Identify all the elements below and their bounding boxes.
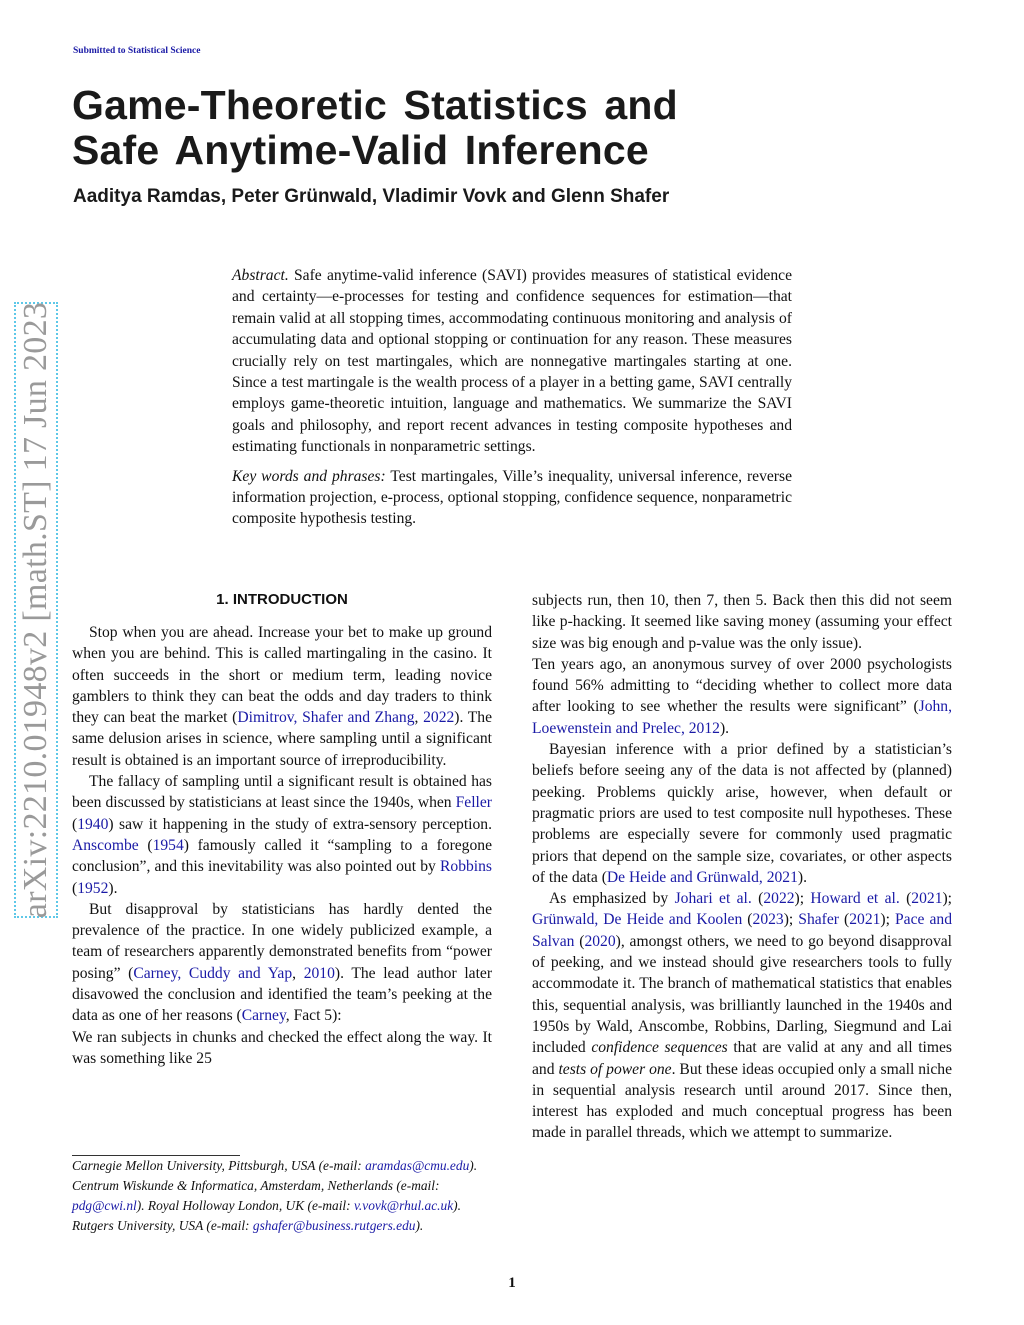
citation-year-link[interactable]: 1952 [77, 879, 109, 897]
email-link[interactable]: v.vovk@rhul.ac.uk [353, 1198, 454, 1213]
intro-paragraph-5: Bayesian inference with a prior defined by a statistician’s beliefs before seeing any of the data is not affected by (planned) peeking. Problems quickly arise, however, when default or pragmatic priors are used to test composite null hypotheses. These problems are especially severe for commonly used pragmatic priors that depend on the sample size, covariates, or other aspects of the data (De Heide and Grünwald, 2021). [532, 741, 952, 886]
citation-link[interactable]: John, Loewenstein and Prelec, 2012 [532, 698, 952, 737]
citation-year-link[interactable]: 2022 [423, 709, 455, 727]
emphasis: tests of power one [558, 1060, 672, 1078]
arxiv-identifier: arXiv:2210.01948v2 [math.ST] 17 Jun 2023 [17, 301, 54, 919]
intro-paragraph-2: The fallacy of sampling until a significant result is obtained has been discussed by statisticians at least since the 1940s, when Feller (1940) saw it happening in the study of extra-sensory perception. Anscombe (1954) famously called it “sampling to a foregone conclusion”, and this inevitability was also pointed out by Robbins (1952). [72, 773, 492, 897]
citation-link[interactable]: Feller [455, 794, 492, 812]
arxiv-stamp[interactable] [14, 302, 58, 918]
citation-link[interactable]: Howard et al. [810, 890, 900, 908]
intro-paragraph-4: Ten years ago, an anonymous survey of over 2000 psychologists found 56% admitting to “deciding whether to collect more data after looking to see whether the results were significant” (John, Loewenstein and Prelec, 2012). [532, 655, 952, 737]
email-link[interactable]: pdg@cwi.nl [72, 1198, 137, 1213]
section-heading: 1. INTRODUCTION [216, 591, 348, 608]
intro-paragraph-1: Stop when you are ahead. Increase your bet to make up ground when you are behind. This is called martingaling in the casino. It often succeeds in the short or medium term, leading novice gamblers to think they can beat the odds and day traders to think they can beat the market (Dimitrov, Shafer and Zhang, 2022). The same delusion arises in science, where sampling until a significant result is obtained is an important source of irreproducibility. [72, 624, 493, 769]
left-column [72, 590, 492, 1069]
citation-year-link[interactable]: 2010 [303, 964, 335, 982]
abstract-paragraph [232, 265, 792, 458]
citation-link[interactable]: Johari et al. [674, 890, 752, 908]
abstract [232, 265, 792, 530]
intro-paragraph-6: As emphasized by Johari et al. (2022); Howard et al. (2021); Grünwald, De Heide and Koolen (2023); Shafer (2021); Pace and Salvan (2020), amongst others, we need to go beyond disapproval of peeking, and we instead should give researchers tools to fully accommodate it. The branch of mathematical statistics that enables this, sequential analysis, was brilliantly launched in the 1940s and 1950s by Wald, Anscombe, Robbins, Darling, Siegmund and Lai included confidence sequences that are valid at any and all times and tests of power one. But these ideas occupied only a small niche in sequential analysis research until around 2017. Since then, interest has exploded and much conceptual progress has been made in parallel threads, which we attempt to summarize. [532, 890, 953, 1142]
citation-year-link[interactable]: 2020 [584, 932, 616, 950]
citation-link[interactable]: De Heide and Grünwald, 2021 [606, 868, 798, 886]
page-number: 1 [508, 1275, 516, 1291]
keywords-paragraph [232, 466, 792, 530]
abstract-text: Safe anytime-valid inference (SAVI) provides measures of statistical evidence and certainty—e-processes for testing and confidence sequences for estimation—that remain valid at all stopping times, accommodating continuous monitoring and analysis of accumulating data and optional stopping or continuation for any reason. These measures crucially rely on test martingales, which are nonnegative martingales starting at one. Since a test martingale is the wealth process of a player in a betting game, SAVI centrally employs game-theoretic intuition, language and mathematics. We summarize the SAVI goals and philosophy, and report recent advances in testing composite hypotheses and estimating functionals in nonparametric settings. [232, 267, 792, 456]
intro-paragraph-3: But disapproval by statisticians has hardly dented the prevalence of the practice. In one widely publicized example, a team of researchers apparently demonstrated benefits from “power posing” (Carney, Cuddy and Yap, 2010). The lead author later disavowed the conclusion and identified the team’s peeking at the data as one of her reasons (Carney, Fact 5): [72, 900, 493, 1025]
emphasis: confidence sequences [591, 1039, 728, 1057]
block-quote: We ran subjects in chunks and checked the effect along the way. It was something like 25 [72, 1028, 492, 1067]
citation-link[interactable]: Carney [241, 1007, 286, 1025]
paper-title [72, 83, 792, 173]
abstract-label: Abstract. [232, 267, 289, 284]
citation-year-link[interactable]: 1940 [77, 815, 109, 833]
journal-header: Submitted to Statistical Science [73, 46, 201, 56]
right-column [532, 590, 952, 1144]
citation-link[interactable]: Anscombe [72, 836, 139, 854]
citation-link[interactable]: Pace and Salvan [532, 911, 952, 950]
citation-year-link[interactable]: 2021 [911, 890, 943, 908]
citation-link[interactable]: Grünwald, De Heide and Koolen [532, 911, 743, 929]
title-line-1: Game-Theoretic Statistics and [72, 82, 678, 128]
citation-year-link[interactable]: 2023 [752, 911, 784, 929]
citation-link[interactable]: Carney, Cuddy and Yap [133, 964, 293, 982]
keywords-label: Key words and phrases: [232, 467, 386, 485]
citation-link[interactable]: Robbins [440, 858, 492, 876]
email-link[interactable]: aramdas@cmu.edu [365, 1158, 470, 1173]
author-list: Aaditya Ramdas, Peter Grünwald, Vladimir Vovk and Glenn Shafer [73, 186, 670, 207]
email-link[interactable]: gshafer@business.rutgers.edu [252, 1218, 416, 1233]
citation-link[interactable]: Shafer [798, 911, 839, 929]
affiliations-footnote: Carnegie Mellon University, Pittsburgh, USA (e-mail: aramdas@cmu.edu). Centrum Wiskunde & Informatica, Amsterdam, Netherlands (e-mail: pdg@cwi.nl). Royal Holloway London, UK (e-mail: v.vovk@rhul.ac.uk). Rutgers University, USA (e-mail: gshafer@business.rutgers.edu). [72, 1158, 478, 1233]
citation-link[interactable]: Dimitrov, Shafer and Zhang [237, 709, 415, 727]
citation-year-link[interactable]: 2021 [849, 911, 881, 929]
keywords-text: Test martingales, Ville’s inequality, universal inference, reverse information projection, e-process, optional stopping, confidence sequence, nonparametric composite hypothesis testing. [232, 467, 792, 528]
block-quote-continued: subjects run, then 10, then 7, then 5. Back then this did not seem like p-hacking. It seemed like saving money (assuming your effect size was big enough and p-value was the only issue). [532, 592, 952, 652]
title-line-2: Safe Anytime-Valid Inference [72, 127, 649, 173]
citation-year-link[interactable]: 2022 [763, 890, 795, 908]
citation-year-link[interactable]: 1954 [152, 836, 184, 854]
